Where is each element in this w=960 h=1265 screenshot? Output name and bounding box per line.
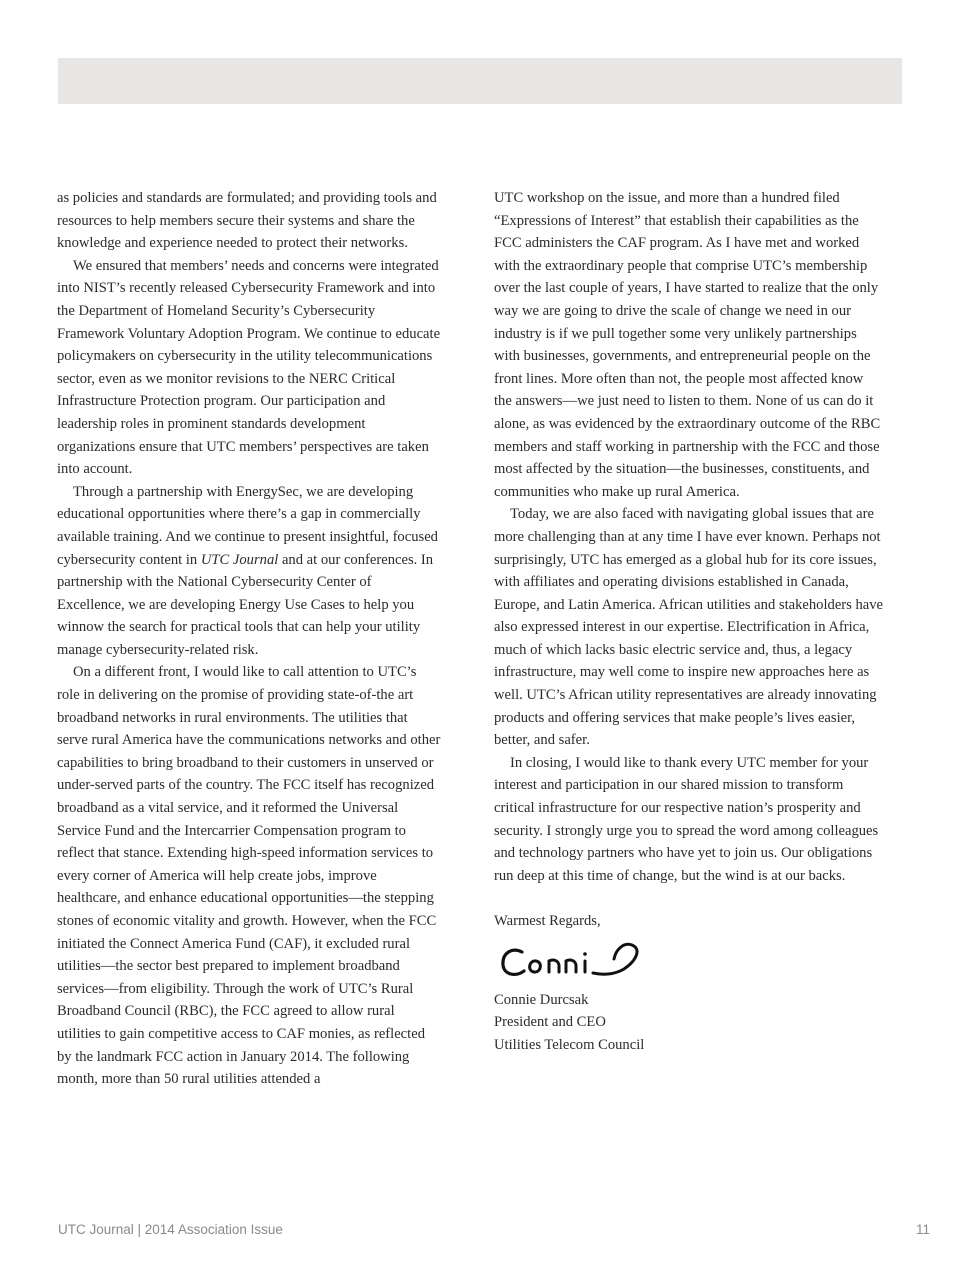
handwritten-signature xyxy=(496,939,656,985)
page-number: 11 xyxy=(915,1222,930,1237)
left-column xyxy=(57,187,442,1091)
right-paragraph-1: UTC workshop on the issue, and more than a hundred filed “Expressions of Interest” that establish their capabilities as the FCC administers the CAF program. As I have met and worked with the extraordinary people that comprise UTC’s membership over the last couple of years, I have started to realize that the only way we are going to drive the scale of change we need in our industry is if we pull together some very unlikely partnerships with businesses, governments, and entrepreneurial people on the front lines. More often than not, the people most affected know the answers—we just need to listen to them. None of us can do it alone, as was evidenced by the extraordinary outcome of the RBC members and staff working in partnership with the FCC and those most affected by the situation—the businesses, constituents, and communities who make up rural America. xyxy=(494,190,881,500)
closing-salutation: Warmest Regards, xyxy=(494,913,601,929)
left-paragraph-4: On a different front, I would like to call attention to UTC’s role in delivering on the promise of providing state-of-the art broadband networks in rural environments. The utilities that serve rural America have the communications networks and other capabilities to bring broadband to their customers in unserved or under-served parts of the country. The FCC itself has recognized broadband as a vital service, and it reformed the Universal Service Fund and the Intercarrier Compensation program to reflect that stance. Extending high-speed information services to every corner of America will help create jobs, improve healthcare, and enhance educational opportunities—the stepping stones of economic vitality and growth. However, when the FCC initiated the Connect America Fund (CAF), it excluded rural utilities—the sector best prepared to implement broadband services—from eligibility. Through the work of UTC’s Rural Broadband Council (RBC), the FCC agreed to allow rural utilities to gain competitive access to CAF monies, as reflected by the landmark FCC action in January 2014. The following month, more than 50 rural utilities attended a xyxy=(57,664,441,1088)
right-paragraph-3: In closing, I would like to thank every UTC member for your interest and participation in our shared mission to transform critical infrastructure for our respective nation’s prosperity and security. I strongly urge you to spread the word among colleagues and technology partners who have yet to join us. Our obligations run deep at this time of change, but the wind is at our backs. xyxy=(494,754,879,884)
right-column xyxy=(494,187,884,1056)
left-paragraph-3-text-b: and at our conferences. In partnership with the National Cybersecurity Center of Excellence, we are developing Energy Use Cases to help you winnow the search for practical tools that can help your utility manage cybersecurity-related risk. xyxy=(57,551,434,658)
left-paragraph-3-text-a: Through a partnership with EnergySec, we are developing educational opportunities where there’s a gap in commercially available training. And we continue to present insightful, focused cybersecurity content in xyxy=(57,483,438,568)
signer-name: Connie Durcsak xyxy=(494,991,589,1008)
left-paragraph-1: as policies and standards are formulated; and providing tools and resources to help members secure their systems and share the knowledge and experience needed to protect their networks. xyxy=(57,190,437,252)
signer-organization: Utilities Telecom Council xyxy=(494,1036,645,1053)
footer-publication: UTC Journal | 2014 Association Issue xyxy=(58,1222,283,1237)
journal-title-italic: UTC Journal xyxy=(200,551,279,568)
left-paragraph-3 xyxy=(57,481,442,662)
header-band xyxy=(58,58,902,104)
signer-title: President and CEO xyxy=(494,1014,606,1031)
right-paragraph-2: Today, we are also faced with navigating global issues that are more challenging than at any time I have ever known. Perhaps not surprisingly, UTC has emerged as a global hub for its core issues, with affiliates and operating divisions established in Canada, Europe, and Latin America. African utilities and stakeholders have also expressed interest in our expertise. Electrification in Africa, much of which lacks basic electric service and, thus, a legacy infrastructure, may well come to inspire new approaches here as well. UTC’s African utility representatives are already innovating products and offering services that make people’s lives easier, better, and safer. xyxy=(494,506,884,749)
left-paragraph-2: We ensured that members’ needs and concerns were integrated into NIST’s recently released Cybersecurity Framework and into the Department of Homeland Security’s Cybersecurity Framework Voluntary Adoption Program. We continue to educate policymakers on cybersecurity in the utility telecommunications sector, even as we monitor revisions to the NERC Critical Infrastructure Protection program. Our participation and leadership roles in prominent standards development organizations ensure that UTC members’ perspectives are taken into account. xyxy=(57,257,441,478)
